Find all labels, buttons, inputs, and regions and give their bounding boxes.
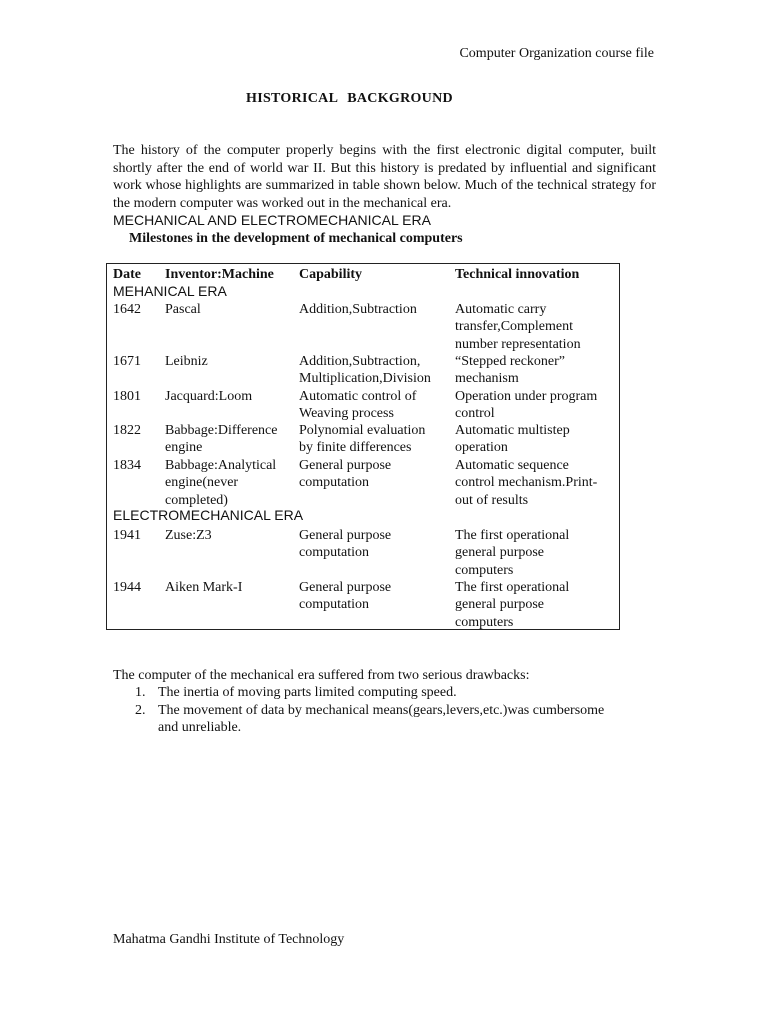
list-item xyxy=(113,684,658,702)
era-heading: MECHANICAL AND ELECTROMECHANICAL ERA xyxy=(113,212,431,228)
cell-line: operation xyxy=(455,440,508,456)
cell-inventor xyxy=(165,579,295,596)
cell-date: 1834 xyxy=(113,458,141,473)
cell-line: control mechanism.Print- xyxy=(455,475,598,491)
list-item-text: and unreliable. xyxy=(158,720,242,735)
header-inventor: Inventor:Machine xyxy=(165,267,274,282)
cell-line: Addition,Subtraction, xyxy=(299,354,421,369)
cell-date: 1941 xyxy=(113,528,141,543)
cell-inventor xyxy=(165,301,295,318)
cell-line: out of results xyxy=(455,492,529,508)
cell-line: Automatic carry xyxy=(455,302,547,317)
cell-line: General purpose xyxy=(299,458,392,473)
drawbacks-intro: The computer of the mechanical era suffered from two serious drawbacks: xyxy=(113,668,530,683)
header-innovation: Technical innovation xyxy=(455,267,580,282)
cell-innovation xyxy=(455,527,615,579)
footer-institute: Mahatma Gandhi Institute of Technology xyxy=(113,932,345,947)
cell-inventor xyxy=(165,353,295,370)
cell-line: General purpose xyxy=(299,580,392,595)
cell-capability xyxy=(299,422,449,457)
cell-line: Polynomial evaluation xyxy=(299,423,426,438)
list-number: 2. xyxy=(135,702,146,718)
cell-line: general purpose xyxy=(455,597,545,613)
cell-innovation xyxy=(455,301,615,353)
list-item-text: The movement of data by mechanical means(gears,levers,etc.)was cumbersome xyxy=(158,702,605,718)
cell-innovation xyxy=(455,422,615,457)
cell-innovation xyxy=(455,579,615,631)
cell-inventor xyxy=(165,527,295,544)
cell-date: 1822 xyxy=(113,423,141,438)
cell-inventor xyxy=(165,388,295,405)
cell-innovation xyxy=(455,388,615,423)
cell-line: Aiken Mark-I xyxy=(165,580,243,595)
cell-line: Leibniz xyxy=(165,354,208,369)
cell-line: computers xyxy=(455,562,514,578)
cell-line: engine(never xyxy=(165,475,239,491)
milestones-table xyxy=(106,263,620,630)
cell-capability xyxy=(299,457,449,492)
cell-line: Jacquard:Loom xyxy=(165,389,253,404)
intro-paragraph: The history of the computer properly begins with the first electronic digital computer, built shortly after the end of world war II. But this history is predated by influential and significant work whose highlights are summarized in table shown below. Much of the technical strategy for the modern computer was worked out in the mechanical era. xyxy=(113,143,656,211)
cell-line: Addition,Subtraction xyxy=(299,302,417,317)
cell-inventor xyxy=(165,422,295,457)
list-item-text: The inertia of moving parts limited computing speed. xyxy=(158,685,457,700)
cell-line: “Stepped reckoner” xyxy=(455,354,565,369)
cell-line: Pascal xyxy=(165,302,201,317)
page-title: HISTORICAL BACKGROUND xyxy=(246,91,453,106)
cell-line: Automatic sequence xyxy=(455,458,569,473)
era-label-mechanical: MEHANICAL ERA xyxy=(113,283,227,299)
cell-capability xyxy=(299,301,449,318)
table-caption: Milestones in the development of mechanical computers xyxy=(129,231,463,246)
cell-line: General purpose xyxy=(299,528,392,543)
cell-line: by finite differences xyxy=(299,440,412,456)
cell-capability xyxy=(299,353,449,388)
cell-inventor xyxy=(165,457,295,509)
drawbacks-list xyxy=(113,684,658,737)
cell-date: 1671 xyxy=(113,354,141,369)
header-date: Date xyxy=(113,267,141,282)
cell-line: control xyxy=(455,406,495,422)
cell-innovation xyxy=(455,353,615,388)
cell-line: The first operational xyxy=(455,580,570,595)
era-label-electromechanical: ELECTROMECHANICAL ERA xyxy=(113,507,304,523)
cell-line: computation xyxy=(299,475,369,491)
cell-line: Weaving process xyxy=(299,406,394,422)
cell-line: number representation xyxy=(455,336,581,352)
list-number: 1. xyxy=(135,685,146,700)
cell-date: 1642 xyxy=(113,302,141,317)
cell-date: 1801 xyxy=(113,389,141,404)
cell-capability xyxy=(299,579,449,614)
cell-capability xyxy=(299,527,449,562)
cell-line: Automatic multistep xyxy=(455,423,570,438)
cell-line: general purpose xyxy=(455,545,545,561)
cell-line: computation xyxy=(299,545,369,561)
cell-line: computers xyxy=(455,614,514,630)
cell-line: Zuse:Z3 xyxy=(165,528,212,543)
cell-line: mechanism xyxy=(455,371,519,387)
cell-line: Operation under program xyxy=(455,389,598,404)
cell-line: engine xyxy=(165,440,203,456)
cell-line: completed) xyxy=(165,492,228,508)
cell-date: 1944 xyxy=(113,580,141,595)
cell-line: Babbage:Analytical xyxy=(165,458,277,473)
cell-line: The first operational xyxy=(455,528,570,543)
header-capability: Capability xyxy=(299,267,363,282)
header-course-file: Computer Organization course file xyxy=(459,46,654,61)
list-item xyxy=(113,702,658,737)
cell-line: Automatic control of xyxy=(299,389,417,404)
cell-line: computation xyxy=(299,597,369,613)
cell-line: transfer,Complement xyxy=(455,319,574,335)
cell-innovation xyxy=(455,457,615,509)
cell-line: Babbage:Difference xyxy=(165,423,278,438)
cell-capability xyxy=(299,388,449,423)
cell-line: Multiplication,Division xyxy=(299,371,431,387)
